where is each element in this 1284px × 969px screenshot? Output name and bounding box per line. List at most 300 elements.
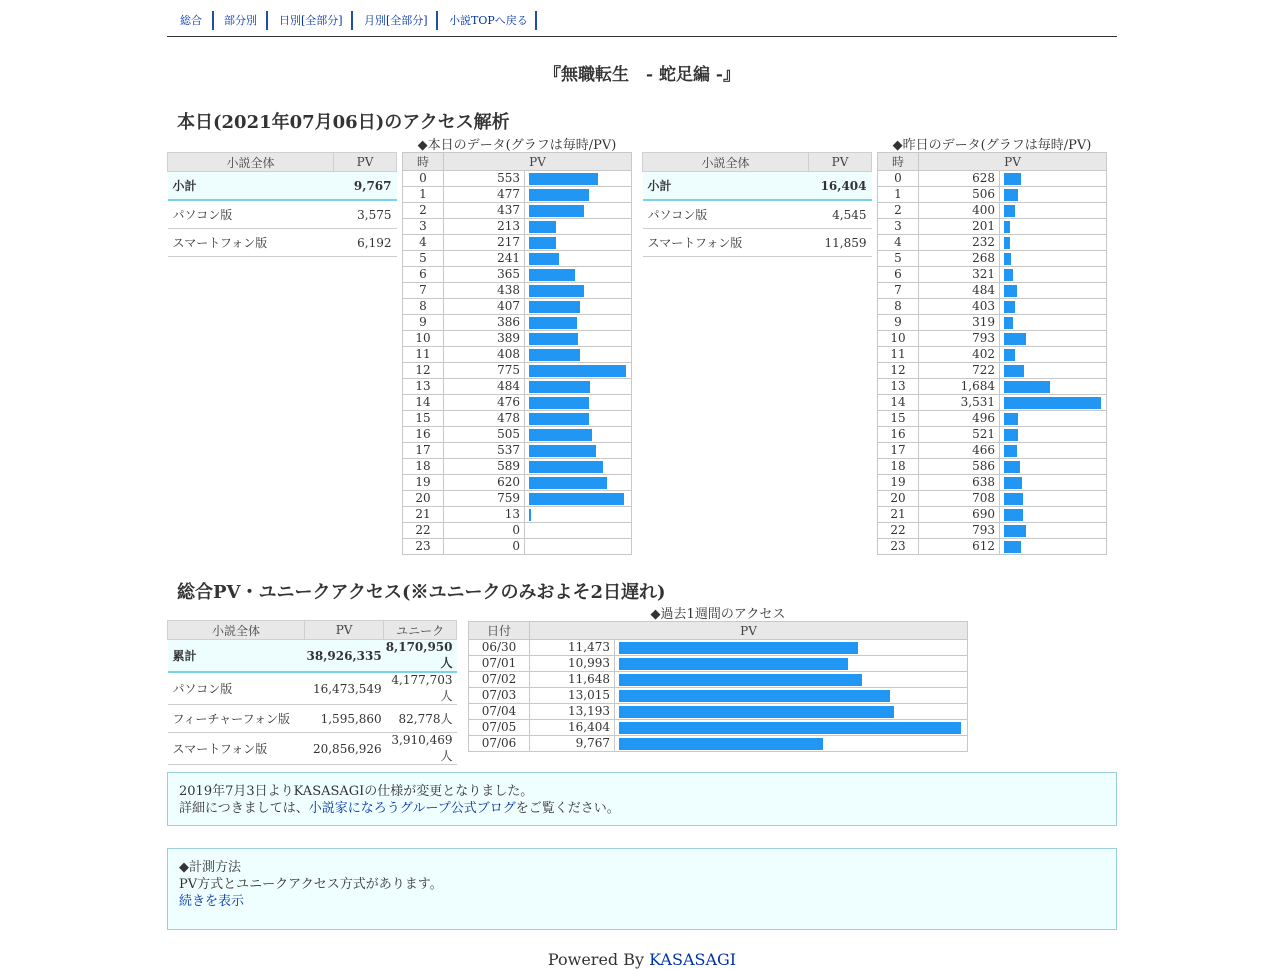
yesterday-hourly-body [878, 171, 1107, 555]
row-label: フィーチャーフォン版 [168, 705, 305, 733]
row-label: 小計 [643, 172, 809, 201]
bar-cell [1000, 219, 1107, 235]
hour-label: 12 [878, 363, 919, 379]
col-header-novel: 小説全体 [168, 153, 334, 172]
pv-value: 478 [444, 411, 525, 427]
hour-label: 1 [403, 187, 444, 203]
today-heading: 本日(2021年07月06日)のアクセス解析 [177, 112, 510, 133]
hour-label: 2 [878, 203, 919, 219]
table-row [878, 331, 1107, 347]
row-label: スマートフォン版 [643, 229, 809, 257]
nav-daily-link[interactable]: 日別[全部分] [279, 14, 343, 27]
pv-bar [619, 690, 890, 702]
pv-value: 466 [919, 443, 1000, 459]
pv-bar [1004, 173, 1021, 185]
hour-label: 14 [403, 395, 444, 411]
pv-value: 553 [444, 171, 525, 187]
pv-value: 506 [919, 187, 1000, 203]
row-label: 小計 [168, 172, 334, 201]
pv-bar [1004, 381, 1050, 393]
pv-bar [529, 317, 577, 329]
table-row [878, 347, 1107, 363]
hour-label: 15 [878, 411, 919, 427]
yesterday-summary-table [642, 152, 872, 257]
bar-cell [525, 187, 632, 203]
pv-bar [529, 429, 592, 441]
pv-value: 407 [444, 299, 525, 315]
hour-label: 22 [403, 523, 444, 539]
notice-text-pre: 詳細につきましては、 [179, 801, 309, 816]
pv-bar [529, 349, 580, 361]
summary-row-pc [168, 200, 397, 229]
bar-cell [525, 379, 632, 395]
total-summary-table [167, 620, 457, 765]
pv-bar [529, 221, 556, 233]
hour-label: 16 [878, 427, 919, 443]
date-label: 07/05 [469, 720, 530, 736]
table-row [878, 427, 1107, 443]
hour-label: 4 [878, 235, 919, 251]
pv-bar [1004, 285, 1017, 297]
hour-label: 14 [878, 395, 919, 411]
hour-label: 18 [878, 459, 919, 475]
bar-cell [1000, 171, 1107, 187]
table-row [878, 459, 1107, 475]
pv-bar [529, 445, 596, 457]
hour-label: 0 [878, 171, 919, 187]
table-row [403, 491, 632, 507]
hour-label: 4 [403, 235, 444, 251]
method-text: PV方式とユニークアクセス方式があります。 [179, 877, 443, 892]
pv-value: 9,767 [530, 736, 615, 752]
hour-label: 21 [403, 507, 444, 523]
bar-cell [525, 203, 632, 219]
bar-cell [525, 411, 632, 427]
pv-bar [1004, 221, 1010, 233]
row-pv: 38,926,335 [305, 640, 384, 673]
nav-separator [535, 11, 537, 30]
pv-bar [529, 205, 584, 217]
bar-cell [1000, 331, 1107, 347]
bar-cell [525, 315, 632, 331]
row-value: 11,859 [809, 229, 872, 257]
bar-cell [1000, 283, 1107, 299]
bar-cell [1000, 347, 1107, 363]
bar-cell [525, 299, 632, 315]
pv-bar [619, 738, 823, 750]
pv-value: 722 [919, 363, 1000, 379]
pv-value: 365 [444, 267, 525, 283]
pv-value: 11,648 [530, 672, 615, 688]
pv-value: 793 [919, 523, 1000, 539]
pv-value: 232 [919, 235, 1000, 251]
bar-cell [525, 427, 632, 443]
pv-bar [1004, 349, 1015, 361]
summary-row-smartphone [168, 229, 397, 257]
pv-value: 3,531 [919, 395, 1000, 411]
pv-value: 589 [444, 459, 525, 475]
week-body [469, 640, 968, 752]
pv-value: 13,015 [530, 688, 615, 704]
table-row [403, 315, 632, 331]
kasasagi-link[interactable]: KASASAGI [649, 950, 737, 969]
hour-label: 11 [403, 347, 444, 363]
row-unique: 8,170,950人 [384, 640, 457, 673]
hour-label: 8 [403, 299, 444, 315]
bar-cell [1000, 379, 1107, 395]
pv-bar [619, 706, 894, 718]
pv-bar [1004, 189, 1018, 201]
pv-value: 690 [919, 507, 1000, 523]
row-label: 累計 [168, 640, 305, 673]
pv-bar [529, 461, 603, 473]
pv-value: 1,684 [919, 379, 1000, 395]
hour-label: 5 [403, 251, 444, 267]
notice-text-post: をご覧ください。 [515, 801, 620, 816]
table-row [878, 267, 1107, 283]
row-value: 9,767 [334, 172, 397, 201]
pv-value: 321 [919, 267, 1000, 283]
table-row [878, 315, 1107, 331]
date-label: 07/04 [469, 704, 530, 720]
bar-cell [525, 283, 632, 299]
table-row [878, 171, 1107, 187]
hour-label: 17 [878, 443, 919, 459]
table-row [403, 539, 632, 555]
col-header-pv: PV [305, 621, 384, 640]
table-row [469, 704, 968, 720]
row-label: パソコン版 [168, 672, 305, 705]
table-row [469, 640, 968, 656]
pv-bar [529, 269, 575, 281]
bar-cell [525, 491, 632, 507]
nav-partial-link[interactable]: 部分別 [224, 14, 257, 27]
bar-cell [1000, 491, 1107, 507]
pv-value: 13 [444, 507, 525, 523]
pv-value: 620 [444, 475, 525, 491]
pv-value: 241 [444, 251, 525, 267]
table-row [403, 507, 632, 523]
hour-label: 12 [403, 363, 444, 379]
total-row-pc [168, 672, 457, 705]
pv-bar [529, 333, 578, 345]
hour-label: 19 [403, 475, 444, 491]
date-label: 07/06 [469, 736, 530, 752]
hour-label: 3 [878, 219, 919, 235]
table-row [469, 656, 968, 672]
pv-value: 586 [919, 459, 1000, 475]
week-caption: ◆過去1週間のアクセス [650, 607, 786, 622]
pv-value: 0 [444, 523, 525, 539]
bar-cell [525, 539, 632, 555]
bar-cell [525, 347, 632, 363]
date-label: 07/03 [469, 688, 530, 704]
pv-bar [529, 381, 590, 393]
nav-novel-top-link[interactable]: 小説TOPへ戻る [449, 14, 528, 27]
hour-label: 9 [403, 315, 444, 331]
hour-label: 2 [403, 203, 444, 219]
bar-cell [615, 720, 968, 736]
pv-value: 402 [919, 347, 1000, 363]
table-row [469, 688, 968, 704]
table-row [469, 720, 968, 736]
row-label: パソコン版 [643, 200, 809, 229]
col-header-hour: 時 [403, 153, 444, 171]
bar-cell [1000, 363, 1107, 379]
total-row-cumulative [168, 640, 457, 673]
row-label: スマートフォン版 [168, 733, 305, 765]
bar-cell [1000, 459, 1107, 475]
pv-bar [1004, 509, 1023, 521]
bar-cell [525, 459, 632, 475]
hour-label: 5 [878, 251, 919, 267]
bar-cell [1000, 315, 1107, 331]
row-value: 6,192 [334, 229, 397, 257]
top-nav [167, 10, 1117, 37]
row-pv: 1,595,860 [305, 705, 384, 733]
bar-cell [1000, 523, 1107, 539]
notice-line1: 2019年7月3日よりKASASAGIの仕様が変更となりました。 [179, 784, 534, 799]
hour-label: 13 [878, 379, 919, 395]
bar-cell [1000, 203, 1107, 219]
table-row [403, 411, 632, 427]
hour-label: 23 [403, 539, 444, 555]
pv-bar [1004, 253, 1011, 265]
pv-bar [1004, 237, 1010, 249]
notice-line2 [179, 800, 1105, 817]
summary-row-subtotal [168, 172, 397, 201]
bar-cell [615, 656, 968, 672]
bar-cell [1000, 411, 1107, 427]
pv-value: 628 [919, 171, 1000, 187]
hour-label: 21 [878, 507, 919, 523]
hour-label: 10 [403, 331, 444, 347]
bar-cell [1000, 299, 1107, 315]
official-blog-link[interactable]: 小説家になろうグループ公式ブログ [308, 801, 516, 816]
pv-value: 496 [919, 411, 1000, 427]
table-row [403, 331, 632, 347]
pv-value: 476 [444, 395, 525, 411]
bar-cell [1000, 267, 1107, 283]
row-value: 4,545 [809, 200, 872, 229]
hour-label: 7 [403, 283, 444, 299]
total-row-featurephone [168, 705, 457, 733]
pv-bar [1004, 301, 1015, 313]
bar-cell [1000, 427, 1107, 443]
bar-cell [615, 688, 968, 704]
bar-cell [525, 267, 632, 283]
hour-label: 15 [403, 411, 444, 427]
pv-value: 484 [919, 283, 1000, 299]
pv-value: 268 [919, 251, 1000, 267]
method-title: ◆計測方法 [179, 860, 241, 875]
table-row [403, 363, 632, 379]
pv-bar [1004, 317, 1013, 329]
pv-value: 775 [444, 363, 525, 379]
table-row [403, 475, 632, 491]
pv-bar [1004, 205, 1015, 217]
nav-summary-link[interactable]: 総合 [180, 14, 202, 27]
pv-bar [1004, 477, 1022, 489]
pv-value: 11,473 [530, 640, 615, 656]
table-row [878, 443, 1107, 459]
pv-value: 389 [444, 331, 525, 347]
table-row [878, 219, 1107, 235]
bar-cell [615, 672, 968, 688]
pv-bar [529, 237, 556, 249]
nav-monthly-link[interactable]: 月別[全部分] [364, 14, 428, 27]
hour-label: 23 [878, 539, 919, 555]
pv-value: 386 [444, 315, 525, 331]
bar-cell [1000, 443, 1107, 459]
today-hourly-body [403, 171, 632, 555]
table-row [403, 523, 632, 539]
week-access-table [468, 621, 968, 752]
pv-bar [1004, 413, 1018, 425]
col-header-hour: 時 [878, 153, 919, 171]
pv-bar [1004, 493, 1023, 505]
table-row [403, 187, 632, 203]
summary-row-smartphone [643, 229, 872, 257]
pv-bar [619, 642, 858, 654]
table-row [403, 299, 632, 315]
col-header-pv: PV [809, 153, 872, 172]
bar-cell [525, 171, 632, 187]
pv-bar [619, 722, 961, 734]
hour-label: 18 [403, 459, 444, 475]
col-header-pv: PV [919, 153, 1107, 171]
bar-cell [1000, 395, 1107, 411]
pv-bar [1004, 445, 1017, 457]
table-row [878, 491, 1107, 507]
pv-value: 612 [919, 539, 1000, 555]
pv-bar [529, 493, 624, 505]
pv-value: 793 [919, 331, 1000, 347]
pv-value: 201 [919, 219, 1000, 235]
pv-value: 438 [444, 283, 525, 299]
pv-bar [529, 509, 531, 521]
pv-bar [529, 301, 580, 313]
col-header-unique: ユニーク [384, 621, 457, 640]
hour-label: 17 [403, 443, 444, 459]
pv-bar [529, 397, 589, 409]
pv-value: 0 [444, 539, 525, 555]
hour-label: 3 [403, 219, 444, 235]
table-row [403, 203, 632, 219]
row-pv: 16,473,549 [305, 672, 384, 705]
col-header-pv: PV [444, 153, 632, 171]
pv-bar [529, 413, 589, 425]
nav-separator [266, 11, 268, 30]
pv-bar [1004, 269, 1013, 281]
hour-label: 20 [878, 491, 919, 507]
pv-value: 521 [919, 427, 1000, 443]
bar-cell [1000, 475, 1107, 491]
pv-value: 217 [444, 235, 525, 251]
pv-value: 477 [444, 187, 525, 203]
table-row [878, 507, 1107, 523]
pv-bar [529, 253, 559, 265]
pv-bar [619, 674, 862, 686]
bar-cell [1000, 187, 1107, 203]
bar-cell [525, 395, 632, 411]
table-row [403, 443, 632, 459]
footer-powered-by [167, 950, 1117, 969]
summary-row-pc [643, 200, 872, 229]
today-hourly-table [402, 152, 632, 555]
table-row [403, 427, 632, 443]
pv-value: 638 [919, 475, 1000, 491]
nav-separator [351, 11, 353, 30]
bar-cell [525, 443, 632, 459]
pv-value: 319 [919, 315, 1000, 331]
pv-value: 759 [444, 491, 525, 507]
pv-value: 437 [444, 203, 525, 219]
hour-label: 20 [403, 491, 444, 507]
col-header-novel: 小説全体 [643, 153, 809, 172]
bar-cell [525, 251, 632, 267]
col-header-date: 日付 [469, 622, 530, 640]
pv-value: 213 [444, 219, 525, 235]
table-row [878, 203, 1107, 219]
table-row [403, 171, 632, 187]
method-box [167, 848, 1117, 930]
show-more-link[interactable]: 続きを表示 [179, 894, 245, 909]
row-value: 16,404 [809, 172, 872, 201]
pv-bar [529, 189, 589, 201]
table-row [403, 235, 632, 251]
pv-bar [1004, 461, 1020, 473]
table-row [878, 363, 1107, 379]
nav-separator [212, 11, 214, 30]
table-row [878, 523, 1107, 539]
table-row [878, 235, 1107, 251]
col-header-pv: PV [530, 622, 968, 640]
table-row [878, 283, 1107, 299]
bar-cell [525, 363, 632, 379]
table-row [403, 251, 632, 267]
row-unique: 3,910,469人 [384, 733, 457, 765]
pv-value: 408 [444, 347, 525, 363]
hour-label: 1 [878, 187, 919, 203]
table-row [403, 459, 632, 475]
date-label: 07/02 [469, 672, 530, 688]
bar-cell [525, 475, 632, 491]
hour-label: 9 [878, 315, 919, 331]
col-header-pv: PV [334, 153, 397, 172]
date-label: 07/01 [469, 656, 530, 672]
table-row [469, 736, 968, 752]
pv-value: 505 [444, 427, 525, 443]
bar-cell [1000, 235, 1107, 251]
pv-bar [1004, 525, 1026, 537]
hour-label: 13 [403, 379, 444, 395]
table-row [878, 395, 1107, 411]
powered-by-text: Powered By [547, 950, 650, 969]
pv-value: 16,404 [530, 720, 615, 736]
hour-label: 8 [878, 299, 919, 315]
table-row [403, 283, 632, 299]
pv-bar [529, 365, 626, 377]
pv-value: 708 [919, 491, 1000, 507]
pv-value: 403 [919, 299, 1000, 315]
table-row [403, 219, 632, 235]
bar-cell [525, 523, 632, 539]
pv-bar [529, 173, 598, 185]
pv-bar [529, 477, 607, 489]
nav-separator [436, 11, 438, 30]
bar-cell [615, 704, 968, 720]
